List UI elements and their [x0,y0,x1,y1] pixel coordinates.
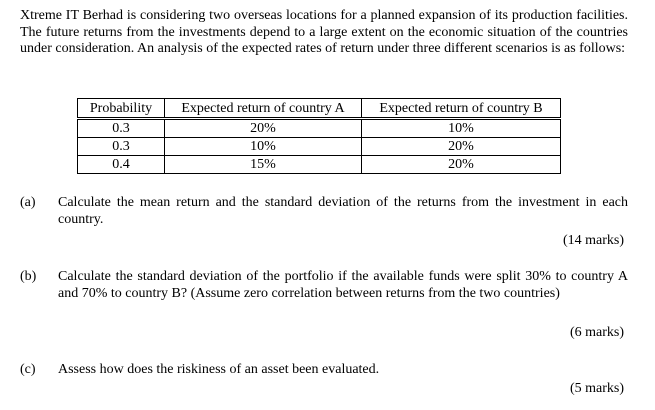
table-row [78,156,561,174]
table-header-row [78,99,561,119]
question-a [20,195,628,228]
question-b-label: (b) [20,269,37,284]
question-c-marks: (5 marks) [569,381,624,396]
header-country-b: Expected return of country B [362,99,561,119]
question-a-label: (a) [20,195,36,210]
question-c-text: Assess how does the riskiness of an asset been evaluated. [58,362,380,377]
header-country-a: Expected return of country A [165,99,362,119]
expected-returns-table [77,98,561,174]
header-probability: Probability [78,99,165,119]
question-b-marks: (6 marks) [569,325,624,340]
cell-probability: 0.3 [78,119,165,138]
table-row [78,119,561,138]
question-c-label: (c) [20,362,36,377]
question-a-text: Calculate the mean return and the standard deviation of the returns from the investment in each country. [58,195,628,227]
intro-paragraph: Xtreme IT Berhad is considering two overseas locations for a planned expansion of its production facilities. The future returns from the investments depend to a large extent on the economic situation of the countries under consideration. An analysis of the expected rates of return under three different scenarios is as follows: [20,8,628,56]
question-b-text: Calculate the standard deviation of the portfolio if the available funds were split 30% to country A and 70% to country B? (Assume zero correlation between returns from the two countries) [58,269,628,301]
question-c [20,362,628,379]
cell-return-a: 10% [165,138,362,156]
cell-probability: 0.3 [78,138,165,156]
question-a-marks: (14 marks) [562,233,624,248]
cell-return-a: 20% [165,119,362,138]
question-b [20,269,628,302]
table-row [78,138,561,156]
cell-probability: 0.4 [78,156,165,174]
cell-return-b: 20% [362,138,561,156]
cell-return-b: 10% [362,119,561,138]
cell-return-a: 15% [165,156,362,174]
cell-return-b: 20% [362,156,561,174]
